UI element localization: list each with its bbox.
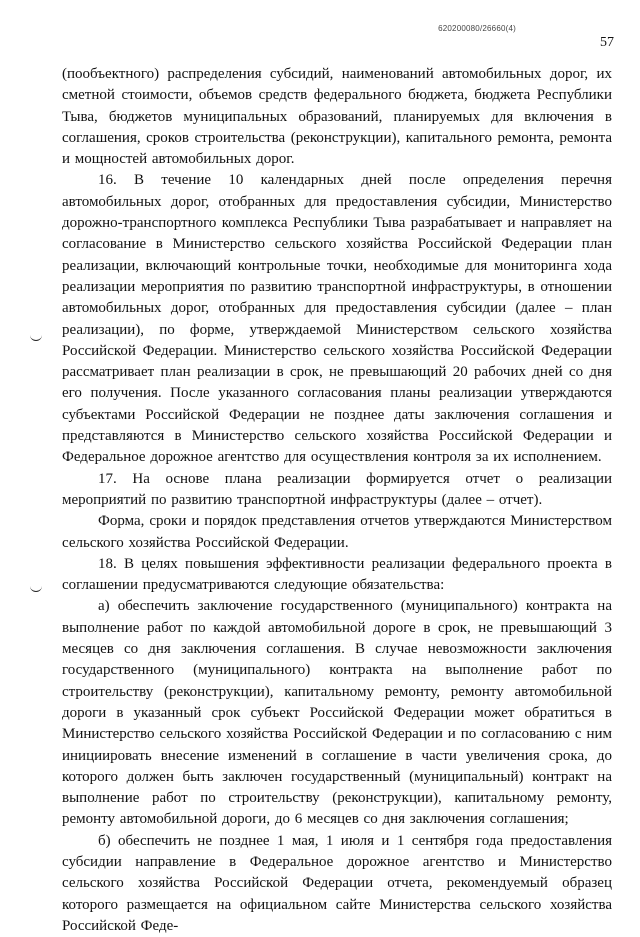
margin-mark xyxy=(30,584,42,592)
paragraph-17: 17. На основе плана реализации формируется отчет о реализации мероприятий по развитию транспортной инфраструктуры (далее – отчет). xyxy=(62,470,612,508)
paragraph-continuation: (пообъектного) распределения субсидий, наименований автомобильных дорог, их сметной стоимости, объемов средств федерального бюджета, бюджета Республики Тыва, бюджетов муниципальных образований, планируемых для включения в соглашения, сроков строительства (реконструкции), капитального ремонта, ремонта и мощностей автомобильных дорог. xyxy=(62,66,612,168)
page-number: 57 xyxy=(600,35,614,50)
paragraph-18-a: а) обеспечить заключение государственного (муниципального) контракта на выполнение работ по каждой автомобильной дороге в срок, не превышающий 3 месяцев со дня заключения соглашения. В случае невозможности заключения государственного (муниципального) контракта на выполнение работ по строительству (реконструкции), капитальному ремонту, ремонту автомобильной дороги в указанный срок субъект Российской Федерации может обратиться в Министерство сельского хозяйства Российской Федерации и по согласованию с ним инициировать внесение изменений в соглашение в части увеличения срока, до которого должен быть заключен государственный (муниципальный) контракт на выполнение работ по строительству (реконструкции), капитальному ремонту, ремонту автомобильной дороги, до 6 месяцев со дня заключения соглашения; xyxy=(62,598,612,828)
document-body xyxy=(62,64,612,937)
paragraph-16: 16. В течение 10 календарных дней после определения перечня автомобильных дорог, отобранных для предоставления субсидии, Министерство дорожно-транспортного комплекса Республики Тыва разрабатывает и направляет на согласование в Министерство сельского хозяйства Российской Федерации план реализации, включающий контрольные точки, необходимые для мониторинга хода реализации мероприятия по развитию транспортной инфраструктуры, в отношении автомобильных дорог, отобранных для предоставления субсидии (далее – план реализации), по форме, утверждаемой Министерством сельского хозяйства Российской Федерации. Министерство сельского хозяйства Российской Федерации рассматривает план реализации в срок, не превышающий 20 рабочих дней со дня его получения. После указанного согласования планы реализации утверждаются субъектами Российской Федерации не позднее даты заключения соглашения и представляются в Министерство сельского хозяйства Российской Федерации и Федеральное дорожное агентство для осуществления контроля за их исполнением. xyxy=(62,172,612,466)
paragraph-17-form: Форма, сроки и порядок представления отчетов утверждаются Министерством сельского хозяйства Российской Федерации. xyxy=(62,513,612,551)
paragraph-18-b: б) обеспечить не позднее 1 мая, 1 июля и 1 сентября года предоставления субсидии направление в Федеральное дорожное агентство и Министерство сельского хозяйства Российской Федерации отчета, рекомендуемый образец которого размещается на официальном сайте Министерства сельского хозяйства Российской Феде- xyxy=(62,832,612,934)
paragraph-18: 18. В целях повышения эффективности реализации федерального проекта в соглашении предусматриваются следующие обязательства: xyxy=(62,555,612,594)
document-code: 620200080/26660(4) xyxy=(438,24,516,33)
margin-mark xyxy=(30,333,42,341)
